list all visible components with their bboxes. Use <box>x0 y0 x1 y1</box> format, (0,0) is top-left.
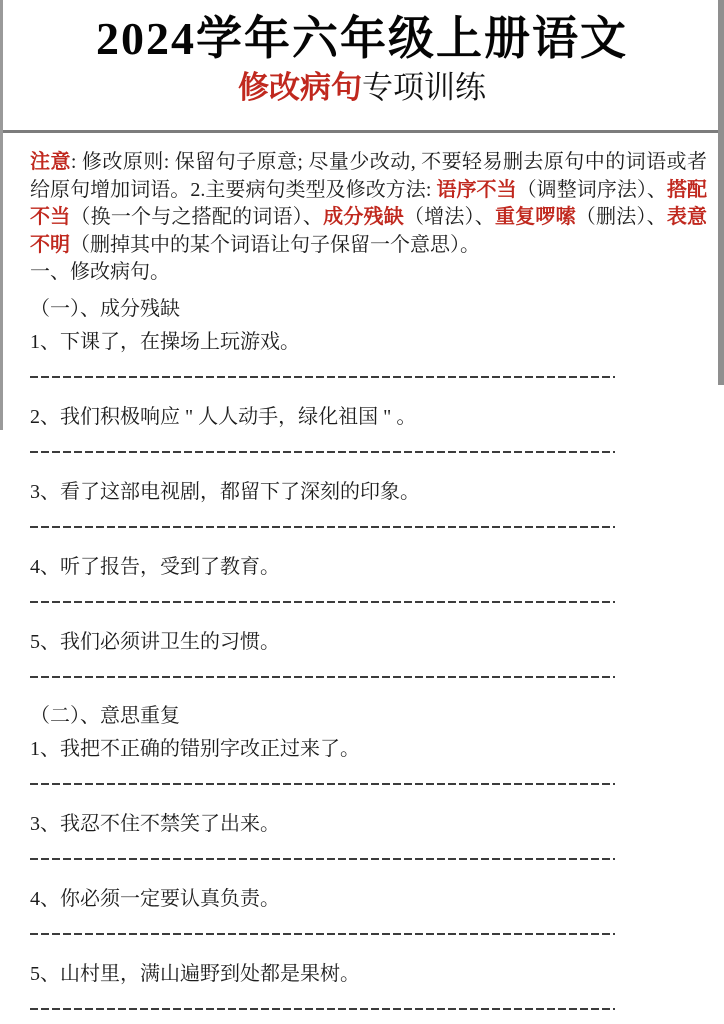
question-item: 5、山村里，满山遍野到处都是果树。 <box>30 962 360 985</box>
page-subtitle <box>0 68 724 108</box>
answer-blank-line <box>30 858 615 860</box>
subtitle-rest: 专项训练 <box>362 70 486 105</box>
question-item: 3、我忍不住不禁笑了出来。 <box>30 812 280 835</box>
answer-blank-line <box>30 783 615 785</box>
error-type-collocation: 搭配不当 <box>30 178 708 228</box>
notice-text: （删法）、 <box>575 206 667 228</box>
question-item: 3、看了这部电视剧，都留下了深刻的印象。 <box>30 480 420 503</box>
answer-blank-line <box>30 601 615 603</box>
question-item: 1、我把不正确的错别字改正过来了。 <box>30 737 360 760</box>
scan-artifact-left <box>0 0 3 430</box>
notice-paragraph <box>30 149 707 259</box>
notice-label: 注意 <box>30 151 71 173</box>
answer-blank-line <box>30 933 615 935</box>
section-heading-1: （一）、成分残缺 <box>30 297 180 320</box>
error-type-ambiguity: 表意不明 <box>30 206 708 256</box>
exercise-intro: 一、修改病句。 <box>30 261 170 283</box>
page-title: 2024学年六年级上册语文 <box>96 13 628 64</box>
worksheet-body <box>0 149 724 1010</box>
question-item: 4、你必须一定要认真负责。 <box>30 887 280 910</box>
answer-blank-line <box>30 376 615 378</box>
answer-blank-line <box>30 676 615 678</box>
notice-text: （删掉其中的某个词语让句子保留一个意思）。 <box>70 233 480 256</box>
question-item: 5、我们必须讲卫生的习惯。 <box>30 630 280 653</box>
answer-blank-line <box>30 526 615 528</box>
error-type-word-order: 语序不当 <box>436 178 517 201</box>
notice-text: （调整词序法）、 <box>516 178 667 201</box>
question-item: 4、听了报告，受到了教育。 <box>30 555 280 578</box>
notice-text: （增法）、 <box>403 206 495 228</box>
page-header <box>0 0 724 133</box>
question-item: 2、我们积极响应 " 人人动手，绿化祖国 " 。 <box>30 405 417 428</box>
error-type-missing-component: 成分残缺 <box>323 206 404 228</box>
answer-blank-line <box>30 451 615 453</box>
scan-artifact-right <box>718 0 724 385</box>
section-heading-2: （二）、意思重复 <box>30 704 180 727</box>
question-item: 1、下课了，在操场上玩游戏。 <box>30 330 300 353</box>
answer-blank-line <box>30 1008 615 1010</box>
notice-text: （换一个与之搭配的词语）、 <box>70 206 324 228</box>
error-type-redundancy: 重复啰嗦 <box>494 206 576 228</box>
notice-text: : 修改原则: 保留句子原意; 尽量少改动, 不要轻易删去原句中的词语或者给原句增加词语。2.主要病句类型及修改方法: <box>30 151 708 201</box>
subtitle-emphasis: 修改病句 <box>238 70 362 105</box>
